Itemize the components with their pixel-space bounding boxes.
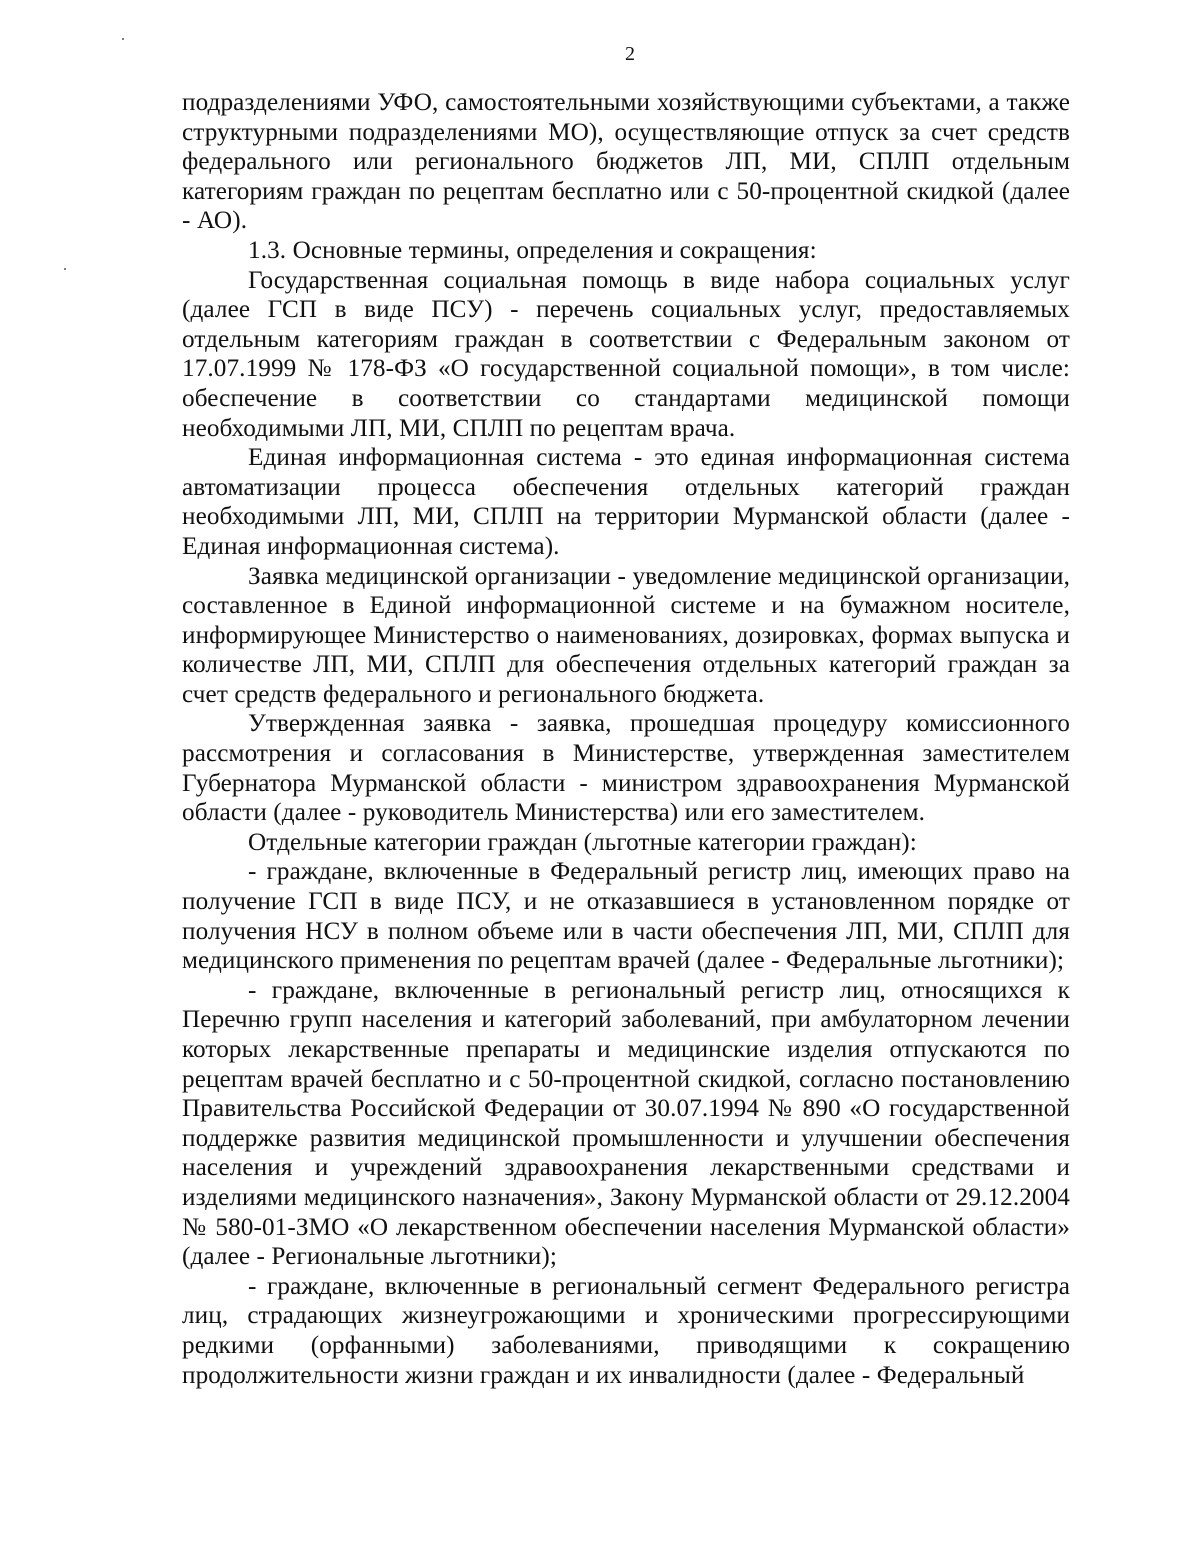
paragraph-application-definition: Заявка медицинской организации - уведомление медицинской организации, составленное в Единой информационной системе и на бумажном носителе, информирующее Министерство о наименованиях, дозировках, формах выпуска и количестве ЛП, МИ, СПЛП для обеспечения отдельных категорий граждан за счет средств федерального и регионального бюджета. — [182, 562, 1070, 708]
list-item-regional-beneficiaries: - граждане, включенные в региональный регистр лиц, относящихся к Перечню групп населения и категорий заболеваний, при амбулаторном лечении которых лекарственные препараты и медицинские изделия отпускаются по рецептам врачей бесплатно и с 50-процентной скидкой, согласно постановлению Правительства Российской Федерации от 30.07.1994 № 890 «О государственной поддержке развития медицинской промышленности и улучшении обеспечения населения и учреждений здравоохранения лекарственными средствами и изделиями медицинского назначения», Закону Мурманской области от 29.12.2004 № 580-01-ЗМО «О лекарственном обеспечении населения Мурманской области» (далее - Региональные льготники); — [182, 976, 1070, 1271]
page-number: 2 — [625, 43, 635, 65]
scan-speck — [122, 38, 124, 40]
scan-speck — [64, 268, 66, 270]
paragraph-unified-system-definition: Единая информационная система - это единая информационная система автоматизации процесса обеспечения отдельных категорий граждан необходимыми ЛП, МИ, СПЛП на территории Мурманской области (далее - Единая информационная система). — [182, 444, 1070, 560]
document-body — [182, 88, 1070, 1390]
list-item-federal-beneficiaries: - граждане, включенные в Федеральный регистр лиц, имеющих право на получение ГСП в виде ПСУ, и не отказавшиеся в установленном порядке от получения НСУ в полном объеме или в части обеспечения ЛП, МИ, СПЛП для медицинского применения по рецептам врачей (далее - Федеральные льготники); — [182, 858, 1070, 975]
list-item-orphan-disease-register: - граждане, включенные в региональный сегмент Федерального регистра лиц, страдающих жизнеугрожающими и хроническими прогрессирующими редкими (орфанными) заболеваниями, приводящими к сокращению продолжительности жизни граждан и их инвалидности (далее - Федеральный — [182, 1272, 1070, 1389]
paragraph-approved-application-definition: Утвержденная заявка - заявка, прошедшая процедуру комиссионного рассмотрения и согласования в Министерстве, утвержденная заместителем Губернатора Мурманской области - министром здравоохранения Мурманской области (далее - руководитель Министерства) или его заместителем. — [182, 710, 1070, 827]
paragraph-categories-heading: Отдельные категории граждан (льготные категории граждан): — [248, 828, 917, 856]
paragraph-continuation: подразделениями УФО, самостоятельными хозяйствующими субъектами, а также структурными подразделениями МО), осуществляющие отпуск за счет средств федерального или регионального бюджетов ЛП, МИ, СПЛП отдельным категориям граждан по рецептам бесплатно или с 50-процентной скидкой (далее - АО). — [182, 89, 1070, 235]
section-heading-1-3: 1.3. Основные термины, определения и сокращения: — [248, 236, 817, 264]
paragraph-gsp-definition: Государственная социальная помощь в виде набора социальных услуг (далее ГСП в виде ПСУ) - перечень социальных услуг, предоставляемых отдельным категориям граждан в соответствии с Федеральным законом от 17.07.1999 № 178-ФЗ «О государственной социальной помощи», в том числе: обеспечение в соответствии со стандартами медицинской помощи необходимыми ЛП, МИ, СПЛП по рецептам врача. — [182, 266, 1070, 442]
